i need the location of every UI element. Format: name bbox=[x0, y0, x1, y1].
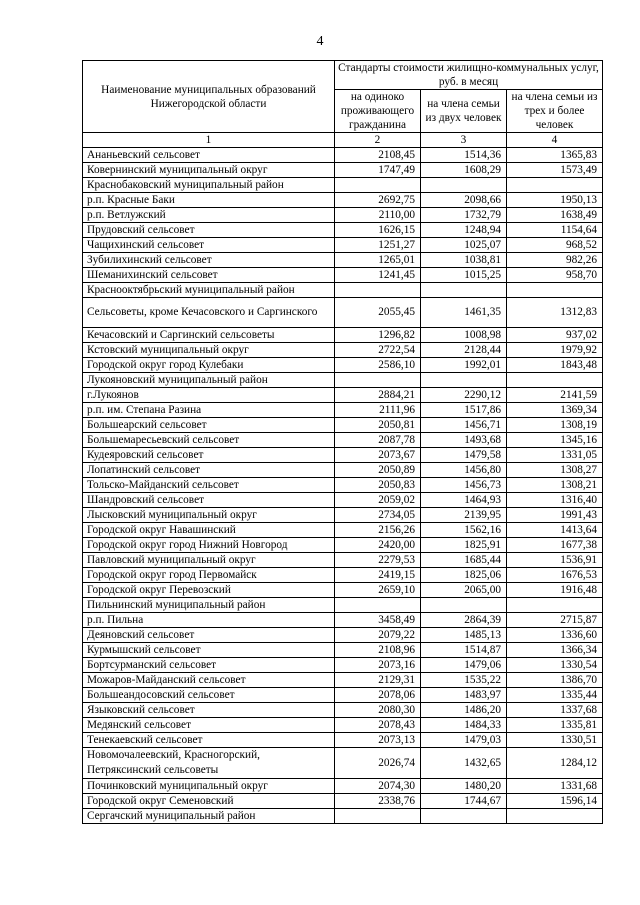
municipality-name: Городской округ Навашинский bbox=[83, 523, 335, 538]
value-three-plus: 1596,14 bbox=[507, 794, 603, 809]
municipality-name: Большеандосовский сельсовет bbox=[83, 688, 335, 703]
value-three-plus: 937,02 bbox=[507, 328, 603, 343]
table-row bbox=[83, 478, 603, 493]
municipality-name: г.Лукоянов bbox=[83, 388, 335, 403]
municipality-name: Шандровский сельсовет bbox=[83, 493, 335, 508]
value-three-plus: 1638,49 bbox=[507, 208, 603, 223]
value-single bbox=[335, 373, 421, 388]
value-three-plus: 1979,92 bbox=[507, 343, 603, 358]
header-family-three-plus: на члена семьи из трех и более человек bbox=[507, 90, 603, 133]
municipality-name: Тенекаевский сельсовет bbox=[83, 733, 335, 748]
value-two: 1015,25 bbox=[421, 268, 507, 283]
table-row bbox=[83, 403, 603, 418]
table-row bbox=[83, 643, 603, 658]
municipality-name: Сельсоветы, кроме Кечасовского и Саргинского bbox=[83, 298, 335, 328]
value-three-plus: 1335,44 bbox=[507, 688, 603, 703]
municipality-name: Курмышский сельсовет bbox=[83, 643, 335, 658]
table-row bbox=[83, 809, 603, 824]
table-row bbox=[83, 538, 603, 553]
municipality-name: Краснобаковский муниципальный район bbox=[83, 178, 335, 193]
value-single: 2111,96 bbox=[335, 403, 421, 418]
value-two: 1562,16 bbox=[421, 523, 507, 538]
table-row bbox=[83, 448, 603, 463]
municipality-name: Большемаресьевский сельсовет bbox=[83, 433, 335, 448]
value-two: 2098,66 bbox=[421, 193, 507, 208]
value-three-plus: 2715,87 bbox=[507, 613, 603, 628]
value-two: 1248,94 bbox=[421, 223, 507, 238]
municipality-name: Новомочалеевский, Красногорский, Петряксинский сельсоветы bbox=[83, 748, 335, 779]
value-three-plus: 1335,81 bbox=[507, 718, 603, 733]
table-row bbox=[83, 208, 603, 223]
value-single: 2108,45 bbox=[335, 148, 421, 163]
table-row bbox=[83, 628, 603, 643]
value-three-plus: 1366,34 bbox=[507, 643, 603, 658]
municipality-name: Бортсурманский сельсовет bbox=[83, 658, 335, 673]
municipality-name: Ковернинский муниципальный округ bbox=[83, 163, 335, 178]
table-row bbox=[83, 613, 603, 628]
municipality-name: Городской округ Перевозский bbox=[83, 583, 335, 598]
municipality-name: Лысковский муниципальный округ bbox=[83, 508, 335, 523]
value-three-plus: 1916,48 bbox=[507, 583, 603, 598]
value-two: 1461,35 bbox=[421, 298, 507, 328]
value-three-plus bbox=[507, 283, 603, 298]
value-two bbox=[421, 809, 507, 824]
value-single bbox=[335, 598, 421, 613]
municipality-name: р.п. Красные Баки bbox=[83, 193, 335, 208]
municipality-name: Пильнинский муниципальный район bbox=[83, 598, 335, 613]
table-row bbox=[83, 238, 603, 253]
value-three-plus bbox=[507, 373, 603, 388]
municipality-name: Городской округ Семеновский bbox=[83, 794, 335, 809]
table-row bbox=[83, 148, 603, 163]
value-two: 1485,13 bbox=[421, 628, 507, 643]
table-row bbox=[83, 583, 603, 598]
value-three-plus: 1312,83 bbox=[507, 298, 603, 328]
table-row bbox=[83, 673, 603, 688]
value-three-plus: 1573,49 bbox=[507, 163, 603, 178]
value-single bbox=[335, 178, 421, 193]
value-single: 1626,15 bbox=[335, 223, 421, 238]
value-single: 2078,43 bbox=[335, 718, 421, 733]
table-row bbox=[83, 523, 603, 538]
value-three-plus: 1365,83 bbox=[507, 148, 603, 163]
table-row bbox=[83, 178, 603, 193]
municipality-name: Лукояновский муниципальный район bbox=[83, 373, 335, 388]
value-two: 1825,91 bbox=[421, 538, 507, 553]
page-number: 4 bbox=[316, 34, 324, 49]
value-three-plus: 1330,54 bbox=[507, 658, 603, 673]
municipality-name: Чащихинский сельсовет bbox=[83, 238, 335, 253]
value-two bbox=[421, 598, 507, 613]
value-three-plus: 1536,91 bbox=[507, 553, 603, 568]
table-row bbox=[83, 163, 603, 178]
value-three-plus: 1308,19 bbox=[507, 418, 603, 433]
value-two: 1732,79 bbox=[421, 208, 507, 223]
value-single: 2129,31 bbox=[335, 673, 421, 688]
value-single: 2692,75 bbox=[335, 193, 421, 208]
municipality-name: Деяновский сельсовет bbox=[83, 628, 335, 643]
municipality-name: Большеарский сельсовет bbox=[83, 418, 335, 433]
value-single: 2110,00 bbox=[335, 208, 421, 223]
table-row bbox=[83, 358, 603, 373]
value-two bbox=[421, 283, 507, 298]
value-single: 2087,78 bbox=[335, 433, 421, 448]
value-single: 2722,54 bbox=[335, 343, 421, 358]
value-single: 2078,06 bbox=[335, 688, 421, 703]
value-single: 2073,67 bbox=[335, 448, 421, 463]
column-index: 4 bbox=[507, 133, 603, 148]
value-single: 2055,45 bbox=[335, 298, 421, 328]
municipality-name: р.п. Пильна bbox=[83, 613, 335, 628]
table-row bbox=[83, 298, 603, 328]
value-two: 1038,81 bbox=[421, 253, 507, 268]
value-three-plus: 1413,64 bbox=[507, 523, 603, 538]
value-two: 1493,68 bbox=[421, 433, 507, 448]
table-row bbox=[83, 253, 603, 268]
table-row bbox=[83, 388, 603, 403]
value-three-plus bbox=[507, 598, 603, 613]
value-two: 1008,98 bbox=[421, 328, 507, 343]
table-row bbox=[83, 373, 603, 388]
value-single bbox=[335, 283, 421, 298]
value-three-plus: 1369,34 bbox=[507, 403, 603, 418]
column-index: 2 bbox=[335, 133, 421, 148]
value-three-plus: 1677,38 bbox=[507, 538, 603, 553]
value-single: 1747,49 bbox=[335, 163, 421, 178]
table-row bbox=[83, 568, 603, 583]
municipality-name: Медянский сельсовет bbox=[83, 718, 335, 733]
value-single: 1251,27 bbox=[335, 238, 421, 253]
value-two: 2065,00 bbox=[421, 583, 507, 598]
municipality-name: Прудовский сельсовет bbox=[83, 223, 335, 238]
housing-cost-table bbox=[82, 60, 603, 824]
value-single: 2659,10 bbox=[335, 583, 421, 598]
municipality-name: Шеманихинский сельсовет bbox=[83, 268, 335, 283]
value-two: 1025,07 bbox=[421, 238, 507, 253]
value-two: 1480,20 bbox=[421, 779, 507, 794]
value-single: 2073,16 bbox=[335, 658, 421, 673]
value-three-plus: 1337,68 bbox=[507, 703, 603, 718]
value-single: 2026,74 bbox=[335, 748, 421, 779]
value-three-plus: 968,52 bbox=[507, 238, 603, 253]
value-single bbox=[335, 809, 421, 824]
municipality-name: Городской округ город Первомайск bbox=[83, 568, 335, 583]
table-row bbox=[83, 433, 603, 448]
value-single: 1296,82 bbox=[335, 328, 421, 343]
value-two: 1456,71 bbox=[421, 418, 507, 433]
value-three-plus bbox=[507, 809, 603, 824]
table-row bbox=[83, 283, 603, 298]
table-row bbox=[83, 343, 603, 358]
value-two: 2128,44 bbox=[421, 343, 507, 358]
value-single: 2079,22 bbox=[335, 628, 421, 643]
municipality-name: Зубилихинский сельсовет bbox=[83, 253, 335, 268]
value-three-plus: 2141,59 bbox=[507, 388, 603, 403]
value-two: 1825,06 bbox=[421, 568, 507, 583]
municipality-name: Языковский сельсовет bbox=[83, 703, 335, 718]
value-three-plus: 1336,60 bbox=[507, 628, 603, 643]
header-family-of-two: на члена семьи из двух человек bbox=[421, 90, 507, 133]
municipality-name: Павловский муниципальный округ bbox=[83, 553, 335, 568]
value-two: 2290,12 bbox=[421, 388, 507, 403]
value-two: 1744,67 bbox=[421, 794, 507, 809]
value-single: 2884,21 bbox=[335, 388, 421, 403]
table-row bbox=[83, 508, 603, 523]
value-two: 1608,29 bbox=[421, 163, 507, 178]
value-single: 2074,30 bbox=[335, 779, 421, 794]
value-three-plus: 1991,43 bbox=[507, 508, 603, 523]
value-three-plus: 1331,05 bbox=[507, 448, 603, 463]
table-row bbox=[83, 748, 603, 779]
value-single: 3458,49 bbox=[335, 613, 421, 628]
municipality-name: р.п. им. Степана Разина bbox=[83, 403, 335, 418]
municipality-name: Починковский муниципальный округ bbox=[83, 779, 335, 794]
municipality-name: Ананьевский сельсовет bbox=[83, 148, 335, 163]
value-single: 2050,83 bbox=[335, 478, 421, 493]
header-standards: Стандарты стоимости жилищно-коммунальных услуг, руб. в месяц bbox=[335, 61, 603, 90]
value-two: 1486,20 bbox=[421, 703, 507, 718]
table-row bbox=[83, 493, 603, 508]
value-two: 1992,01 bbox=[421, 358, 507, 373]
value-three-plus: 1154,64 bbox=[507, 223, 603, 238]
municipality-name: Можаров-Майданский сельсовет bbox=[83, 673, 335, 688]
municipality-name: р.п. Ветлужский bbox=[83, 208, 335, 223]
value-two: 1464,93 bbox=[421, 493, 507, 508]
value-three-plus: 1843,48 bbox=[507, 358, 603, 373]
value-two: 1514,87 bbox=[421, 643, 507, 658]
column-index: 1 bbox=[83, 133, 335, 148]
value-three-plus: 982,26 bbox=[507, 253, 603, 268]
value-single: 2586,10 bbox=[335, 358, 421, 373]
value-three-plus: 1386,70 bbox=[507, 673, 603, 688]
value-two: 1456,80 bbox=[421, 463, 507, 478]
value-two bbox=[421, 373, 507, 388]
value-three-plus: 1308,27 bbox=[507, 463, 603, 478]
value-three-plus: 958,70 bbox=[507, 268, 603, 283]
municipality-name: Городской округ город Нижний Новгород bbox=[83, 538, 335, 553]
value-three-plus: 1284,12 bbox=[507, 748, 603, 779]
municipality-name: Кудеяровский сельсовет bbox=[83, 448, 335, 463]
value-two: 1479,03 bbox=[421, 733, 507, 748]
value-three-plus: 1676,53 bbox=[507, 568, 603, 583]
table-row bbox=[83, 553, 603, 568]
value-two: 1685,44 bbox=[421, 553, 507, 568]
value-three-plus: 1345,16 bbox=[507, 433, 603, 448]
municipality-name: Тольско-Майданский сельсовет bbox=[83, 478, 335, 493]
value-three-plus: 1950,13 bbox=[507, 193, 603, 208]
table-row bbox=[83, 703, 603, 718]
value-single: 2050,81 bbox=[335, 418, 421, 433]
value-two: 2139,95 bbox=[421, 508, 507, 523]
value-two bbox=[421, 178, 507, 193]
table-row bbox=[83, 193, 603, 208]
table-row bbox=[83, 598, 603, 613]
header-single-resident: на одиноко проживающего гражданина bbox=[335, 90, 421, 133]
value-three-plus: 1330,51 bbox=[507, 733, 603, 748]
value-two: 1484,33 bbox=[421, 718, 507, 733]
value-single: 2420,00 bbox=[335, 538, 421, 553]
table-row bbox=[83, 718, 603, 733]
table-row bbox=[83, 463, 603, 478]
table-row bbox=[83, 328, 603, 343]
value-single: 2059,02 bbox=[335, 493, 421, 508]
value-two: 1517,86 bbox=[421, 403, 507, 418]
value-three-plus: 1308,21 bbox=[507, 478, 603, 493]
value-single: 2279,53 bbox=[335, 553, 421, 568]
municipality-name: Кечасовский и Саргинский сельсоветы bbox=[83, 328, 335, 343]
value-two: 1483,97 bbox=[421, 688, 507, 703]
value-single: 2156,26 bbox=[335, 523, 421, 538]
value-two: 2864,39 bbox=[421, 613, 507, 628]
value-three-plus: 1331,68 bbox=[507, 779, 603, 794]
value-single: 2080,30 bbox=[335, 703, 421, 718]
value-single: 2108,96 bbox=[335, 643, 421, 658]
value-two: 1479,58 bbox=[421, 448, 507, 463]
value-two: 1432,65 bbox=[421, 748, 507, 779]
value-two: 1535,22 bbox=[421, 673, 507, 688]
value-three-plus: 1316,40 bbox=[507, 493, 603, 508]
municipality-name: Городской округ город Кулебаки bbox=[83, 358, 335, 373]
table-row bbox=[83, 268, 603, 283]
value-single: 1241,45 bbox=[335, 268, 421, 283]
municipality-name: Кстовский муниципальный округ bbox=[83, 343, 335, 358]
table-row bbox=[83, 688, 603, 703]
value-two: 1456,73 bbox=[421, 478, 507, 493]
value-single: 2734,05 bbox=[335, 508, 421, 523]
table-row bbox=[83, 658, 603, 673]
value-single: 2073,13 bbox=[335, 733, 421, 748]
table-row bbox=[83, 733, 603, 748]
municipality-name: Лопатинский сельсовет bbox=[83, 463, 335, 478]
municipality-name: Сергачский муниципальный район bbox=[83, 809, 335, 824]
table-row bbox=[83, 223, 603, 238]
table-row bbox=[83, 418, 603, 433]
municipality-name: Краснооктябрьский муниципальный район bbox=[83, 283, 335, 298]
header-municipality: Наименование муниципальных образований Нижегородской области bbox=[83, 61, 335, 133]
value-two: 1479,06 bbox=[421, 658, 507, 673]
value-single: 1265,01 bbox=[335, 253, 421, 268]
column-index-row bbox=[83, 133, 603, 148]
value-two: 1514,36 bbox=[421, 148, 507, 163]
value-single: 2338,76 bbox=[335, 794, 421, 809]
value-three-plus bbox=[507, 178, 603, 193]
value-single: 2050,89 bbox=[335, 463, 421, 478]
column-index: 3 bbox=[421, 133, 507, 148]
value-single: 2419,15 bbox=[335, 568, 421, 583]
table-row bbox=[83, 794, 603, 809]
table-row bbox=[83, 779, 603, 794]
